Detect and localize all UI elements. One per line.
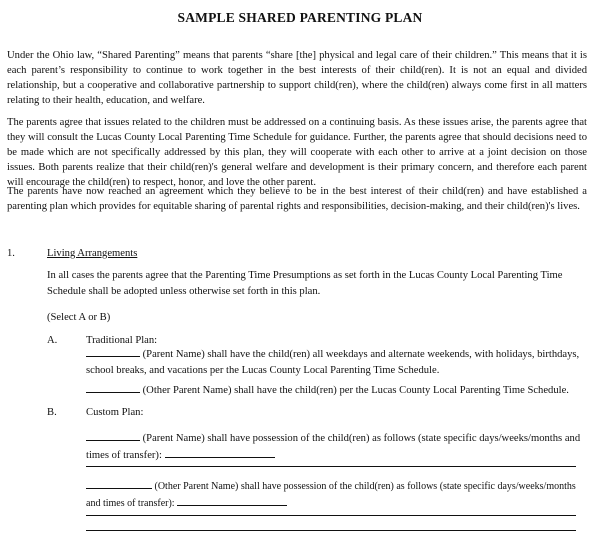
option-a-title: Traditional Plan: [86,335,158,346]
section-title: Living Arrangements [47,248,138,259]
fill-in-line[interactable] [86,466,576,467]
option-b-parent-line [86,430,586,464]
option-b-other-parent-line [86,478,586,512]
option-a-parent-line [86,346,586,379]
option-a-other-parent-text: (Other Parent Name) shall have the child(ren) per the Lucas County Local Parenting Time Schedule. [142,385,569,396]
fill-in-line[interactable] [86,530,576,531]
transfer-details-blank[interactable] [165,447,275,458]
intro-paragraph: Under the Ohio law, “Shared Parenting” means that parents “share [the] physical and legal care of their children.” This means that it is each parent’s responsibility to continue to work together in the best interests of their child(ren). It is not an equal and divided relationship, but a cooperative and collaborative partnership to support child(ren), where the child(ren) always come first in all matters relating to their health, education, and welfare. [7,50,587,106]
option-a-letter: A. [47,335,58,346]
option-b-parent-text: (Parent Name) shall have possession of the child(ren) as follows (state specific days/weeks/months and times of transfer): [86,433,581,461]
other-parent-name-blank[interactable] [86,382,140,393]
option-a-parent-text: (Parent Name) shall have the child(ren) all weekdays and alternate weekends, with holidays, birthdays, school breaks, and vacations per the Lucas County Local Parenting Time Schedule. [86,349,580,376]
option-b-title: Custom Plan: [86,407,144,418]
document-title: SAMPLE SHARED PARENTING PLAN [177,10,423,25]
option-a-other-parent-line [86,382,586,399]
option-b-other-parent-text: (Other Parent Name) shall have possession of the child(ren) as follows (state specific days/weeks/months and times of transfer): [86,481,576,509]
other-parent-name-blank[interactable] [86,478,152,489]
agreement-paragraph: The parents have now reached an agreement which they believe to be in the best interest of their child(ren) and have established a parenting plan which provides for equitable sharing of parental rights and responsibilities, decision-making, and their child(ren)'s lives. [7,186,587,212]
issues-paragraph: The parents agree that issues related to the children must be addressed on a continuing basis. As these issues arise, the parents agree that they will consult the Lucas County Local Parenting Time Schedule for guidance. Further, the parents agree that should decisions need to be made which are not specifically addressed by this plan, they will cooperate with each other to arrive at a joint decision on those issues. Both parents realize that their child(ren)'s general welfare and development is their primary concern, and therefore each parent will encourage the child(ren) to respect, honor, and love the other parent. [7,117,587,188]
parent-name-blank[interactable] [86,346,140,357]
select-instruction: (Select A or B) [47,312,111,323]
parent-name-blank[interactable] [86,430,140,441]
transfer-details-blank[interactable] [177,495,287,506]
section-body: In all cases the parents agree that the Parenting Time Presumptions as set forth in the Lucas County Local Parenting Time Schedule shall be adopted unless otherwise set forth in this plan. [47,270,563,297]
option-b-letter: B. [47,407,57,418]
section-number: 1. [7,248,15,259]
fill-in-line[interactable] [86,515,576,516]
